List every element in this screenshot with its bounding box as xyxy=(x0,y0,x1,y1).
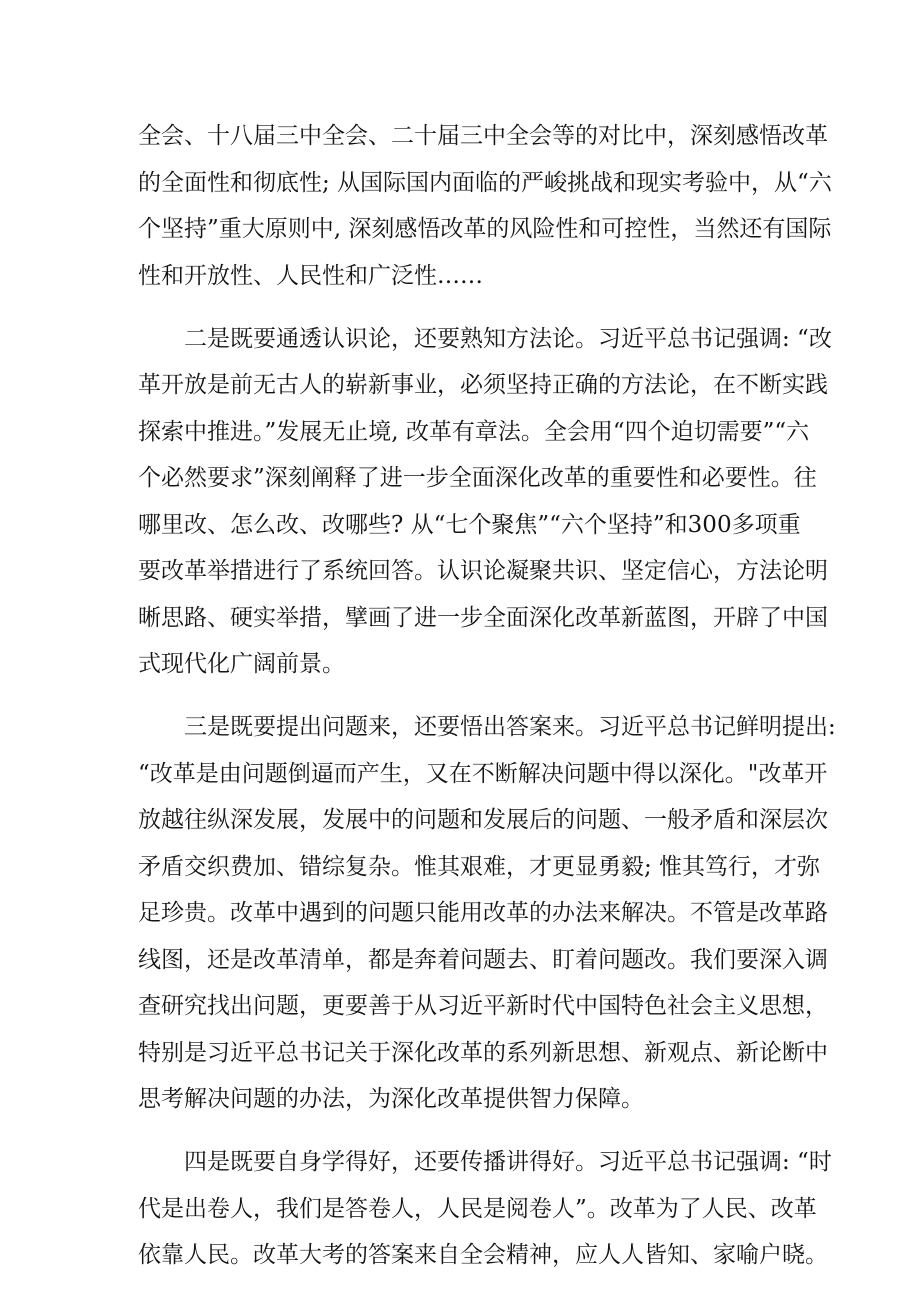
paragraph-4 xyxy=(138,1139,832,1279)
text-line: 性和开放性、人民性和广泛性…… xyxy=(138,262,483,289)
paragraph-spacer xyxy=(138,1123,798,1140)
text-line: 二是既要通透认识论，还要熟知方法论。习近平总书记强调: “改 xyxy=(184,325,832,352)
paragraph-3 xyxy=(138,704,836,1123)
text-line: “改革是由问题倒逼而产生，又在不断解决问题中得以深化。"改革开 xyxy=(138,760,828,787)
text-line: 哪里改、怎么改、改哪些? 从“七个聚焦”“六个坚持”和300多项重 xyxy=(138,511,801,538)
text-line: 思考解决问题的办法，为深化改革提供智力保障。 xyxy=(138,1086,644,1112)
text-line: 依靠人民。改革大考的答案来自全会精神，应人人皆知、家喻户晓。 xyxy=(138,1242,828,1268)
text-line: 要改革举措进行了系统回答。认识论凝聚共识、坚定信心，方法论明 xyxy=(138,558,828,584)
text-line: 晰思路、硬实举措，擘画了进一步全面深化改革新蓝图，开辟了中国 xyxy=(138,604,828,631)
paragraph-2 xyxy=(138,316,832,688)
text-line: 足珍贵。改革中遇到的问题只能用改革的办法来解决。不管是改革路 xyxy=(138,900,828,926)
text-line: 个坚持”重大原则中, 深刻感悟改革的风险性和可控性，当然还有国际 xyxy=(138,216,832,242)
text-line: 革开放是前无古人的崭新事业，必须坚持正确的方法论，在不断实践 xyxy=(138,372,828,398)
paragraph-spacer xyxy=(138,688,798,705)
document-body xyxy=(138,113,836,1279)
paragraph-1 xyxy=(138,113,832,299)
text-line: 全会、十八届三中全会、二十届三中全会等的对比中，深刻感悟改革 xyxy=(138,123,828,149)
text-line: 四是既要自身学得好，还要传播讲得好。习近平总书记强调: “时 xyxy=(184,1149,832,1175)
text-line: 特别是习近平总书记关于深化改革的系列新思想、新观点、新论断中 xyxy=(138,1039,828,1066)
text-line: 探索中推进。”发展无止境, 改革有章法。全会用“四个迫切需要”“六 xyxy=(138,418,810,445)
text-line: 个必然要求”深刻阐释了进一步全面深化改革的重要性和必要性。往 xyxy=(138,465,817,491)
text-line: 查研究找出问题，更要善于从习近平新时代中国特色社会主义思想， xyxy=(138,993,828,1019)
text-line: 式现代化广阔前景。 xyxy=(138,651,345,677)
text-line: 代是出卷人，我们是答卷人，人民是阅卷人”。改革为了人民、改革 xyxy=(138,1195,817,1222)
text-line: 矛盾交织费加、错综复杂。惟其艰难，才更显勇毅; 惟其笃行，才弥 xyxy=(138,853,821,880)
paragraph-spacer xyxy=(138,299,798,316)
text-line: 的全面性和彻底性; 从国际国内面临的严峻挑战和现实考验中，从“六 xyxy=(138,169,832,196)
text-line: 线图，还是改革清单，都是奔着问题去、盯着问题改。我们要深入调 xyxy=(138,946,828,973)
text-line: 三是既要提出问题来，还要悟出答案来。习近平总书记鲜明提出: xyxy=(184,714,836,740)
text-line: 放越往纵深发展，发展中的问题和发展后的问题、一般矛盾和深层次 xyxy=(138,807,828,833)
